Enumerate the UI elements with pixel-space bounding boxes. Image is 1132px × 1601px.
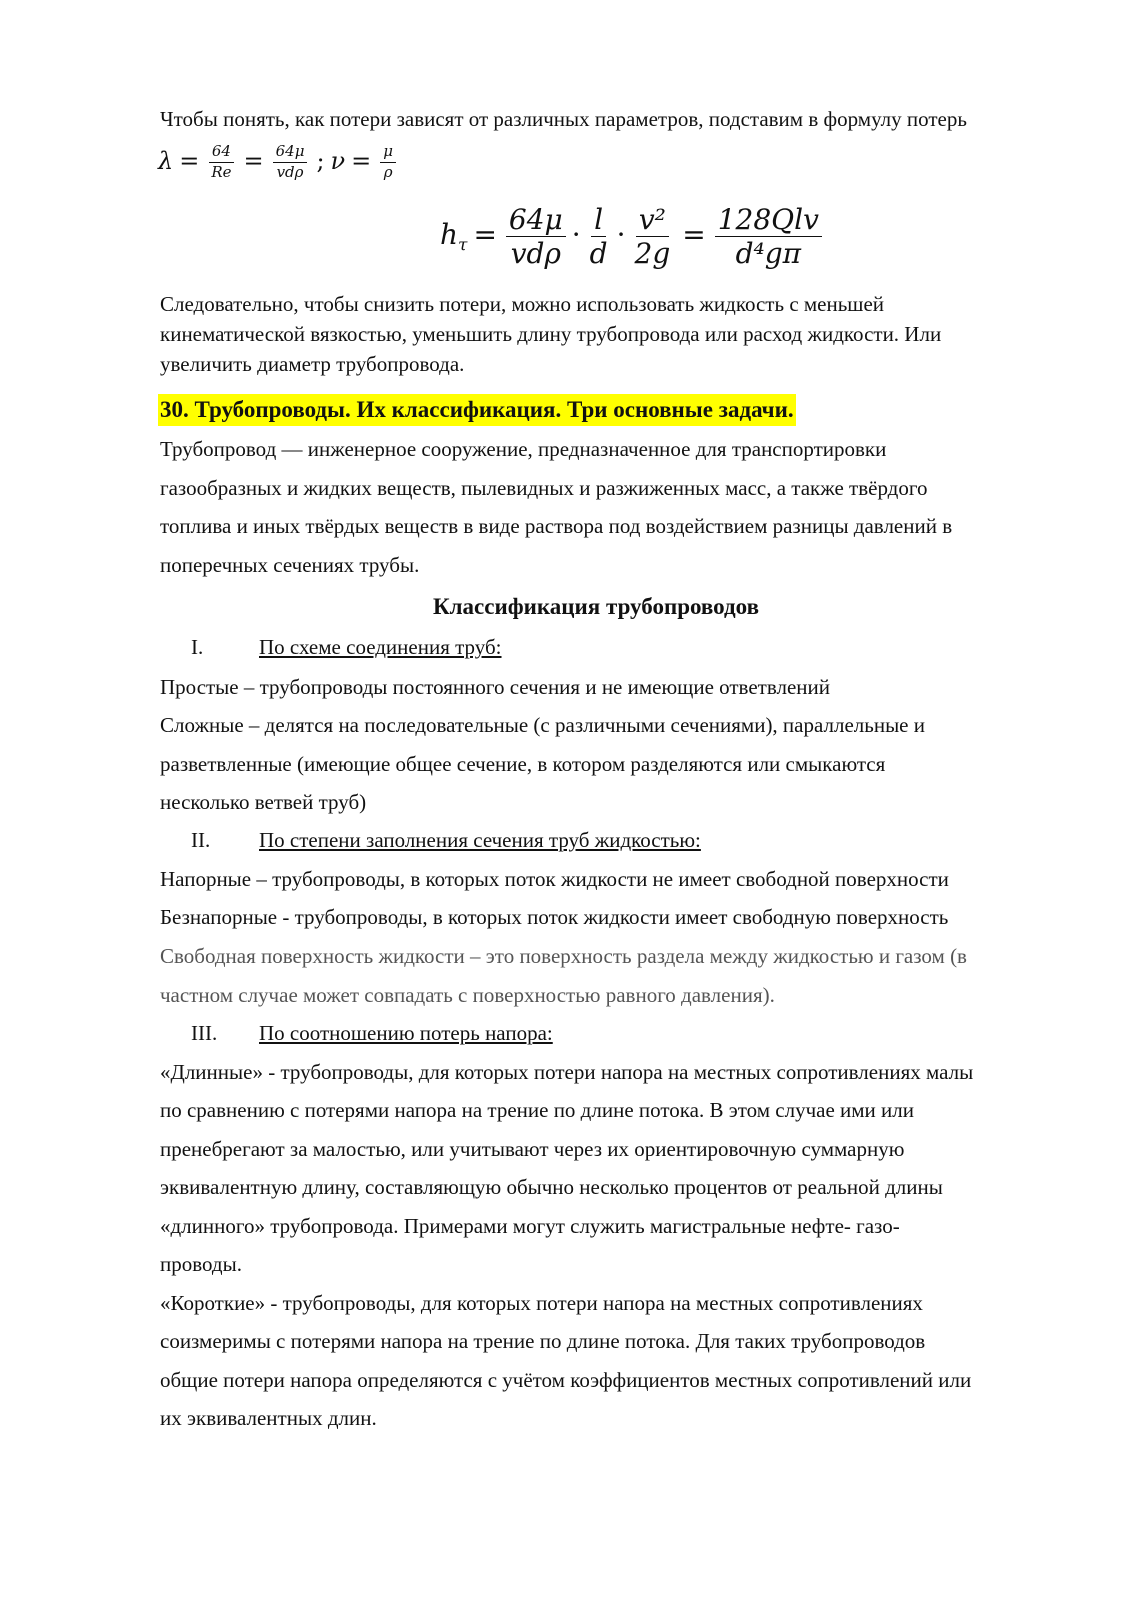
multiply-dot: · [616,218,626,252]
section-line: Простые – трубопроводы постоянного сечения и не имеющие ответвлений [160,675,830,699]
section-line: Безнапорные - трубопроводы, в которых поток жидкости имеет свободную поверхность [160,905,949,929]
denominator: vdρ [510,237,561,271]
section-line: проводы. [160,1252,242,1276]
section-line: их эквивалентных длин. [160,1406,377,1430]
equals-sign: = [179,146,200,175]
conclusion-line: Следовательно, чтобы снизить потери, можно использовать жидкость с меньшей [160,292,885,316]
section-numeral: III. [191,1021,218,1045]
conclusion-line: увеличить диаметр трубопровода. [160,352,465,376]
numerator: 64μ [273,144,308,163]
section-line: эквивалентную длину, составляющую обычно несколько процентов от реальной длины [160,1175,943,1199]
section-title: По соотношению потерь напора: [259,1021,553,1045]
definition-line: топлива и иных твёрдых веществ в виде раствора под воздействием разницы давлений в [160,514,953,538]
classification-title: Классификация трубопроводов [432,594,760,619]
numerator: l [591,205,606,237]
equals-sign: = [351,146,372,175]
h-letter: h [440,218,459,252]
denominator: d⁴gπ [735,237,802,271]
definition-line: газообразных и жидких веществ, пылевидных и разжиженных масс, а также твёрдого [160,476,928,500]
fraction-64mu-vdrho [273,144,308,181]
formula-lambda [158,144,399,181]
equals-sign: = [473,218,497,252]
section-title: По схеме соединения труб: [259,635,502,659]
section-numeral: I. [191,635,204,659]
intro-text: Чтобы понять, как потери зависят от различных параметров, подставим в формулу потерь [160,107,967,131]
section-line: общие потери напора определяются с учётом коэффициентов местных сопротивлений или [160,1368,972,1392]
denominator: Re [211,162,232,181]
numerator: v² [636,205,669,237]
numerator: 64 [209,144,234,163]
multiply-dot: · [571,218,581,252]
section-note-line: Свободная поверхность жидкости – это поверхность раздела между жидкостью и газом (в [160,944,967,968]
equals-sign: = [682,218,706,252]
section-numeral: II. [191,828,211,852]
separator: ; [316,146,325,175]
numerator: 128Qlv [715,205,822,237]
denominator: vdρ [276,162,304,181]
section-line: пренебрегают за малостью, или учитывают через их ориентировочную суммарную [160,1137,905,1161]
section-title: По степени заполнения сечения труб жидкостью: [259,828,701,852]
section-line: Напорные – трубопроводы, в которых поток жидкости не имеет свободной поверхности [160,867,949,891]
h-subscript: τ [458,235,468,256]
section-line: «длинного» трубопровода. Примерами могут служить магистральные нефте- газо- [160,1214,900,1238]
fraction-v2-2g [632,205,674,269]
fraction-l-d [587,205,611,269]
section-note-line: частном случае может совпадать с поверхностью равного давления). [160,983,775,1007]
fraction-64mu-vdrho [506,205,566,269]
numerator: μ [380,144,396,163]
section-line: несколько ветвей труб) [160,790,367,814]
equals-sign: = [243,146,264,175]
fraction-mu-rho [380,144,396,181]
denominator: 2g [634,237,671,271]
section-line: «Короткие» - трубопроводы, для которых потери напора на местных сопротивлениях [160,1291,923,1315]
definition-line: поперечных сечениях трубы. [160,553,420,577]
formula-head-loss [440,205,825,269]
section-heading: 30. Трубопроводы. Их классификация. Три основные задачи. [158,394,796,426]
nu-symbol: ν [330,146,346,175]
denominator: d [589,237,608,271]
section-line: по сравнению с потерями напора на трение по длине потока. В этом случае ими или [160,1098,914,1122]
numerator: 64μ [506,205,566,237]
section-line: «Длинные» - трубопроводы, для которых потери напора на местных сопротивлениях малы [160,1060,974,1084]
h-symbol [440,218,468,256]
lambda-symbol: λ [158,146,174,175]
section-line: Сложные – делятся на последовательные (с различными сечениями), параллельные и [160,713,925,737]
section-line: разветвленные (имеющие общее сечение, в котором разделяются или смыкаются [160,752,886,776]
fraction-result [715,205,822,269]
fraction-64-re [208,144,234,181]
definition-line: Трубопровод — инженерное сооружение, предназначенное для транспортировки [160,437,887,461]
section-line: соизмеримы с потерями напора на трение по длине потока. Для таких трубопроводов [160,1329,926,1353]
denominator: ρ [383,162,393,181]
conclusion-line: кинематической вязкостью, уменьшить длину трубопровода или расход жидкости. Или [160,322,942,346]
